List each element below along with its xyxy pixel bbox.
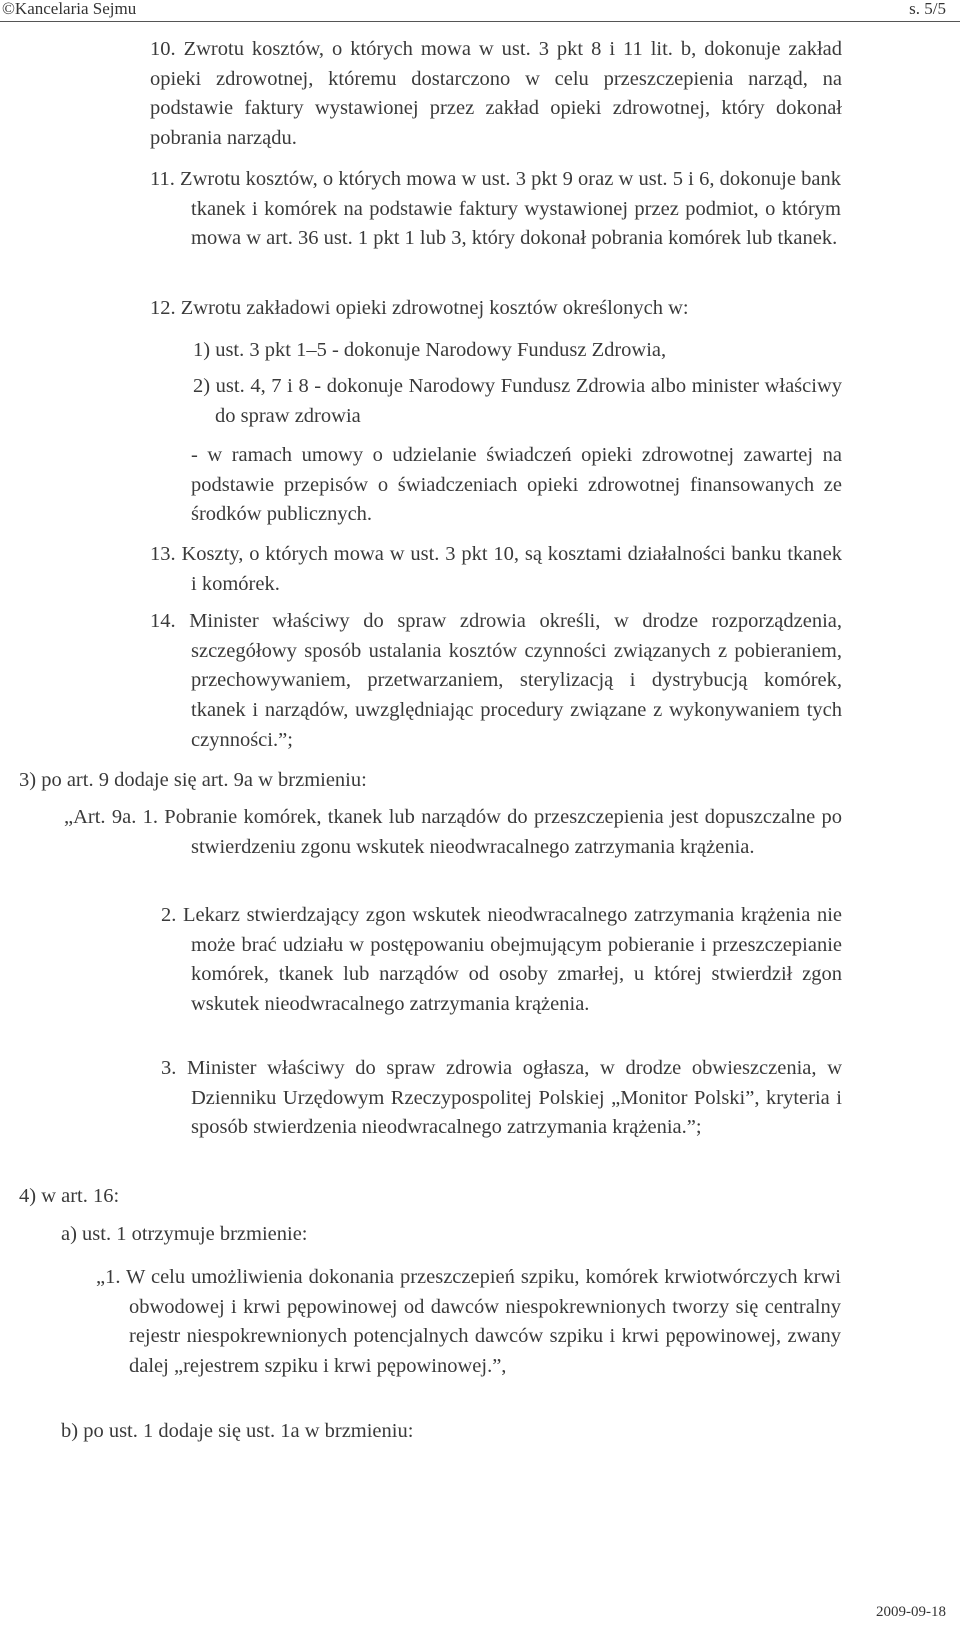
article-16-ust-1: „1. W celu umożliwienia dokonania przeszczepień szpiku, komórek krwiotwórczych krwi obwodowej i krwi pępowinowej od dawców niespokrewnionych tworzy się centralny rejestr niespokrewnionych potencjalnych dawców szpiku i krwi pępowinowej, zwany dalej „rejestrem szpiku i krwi pępowinowej.”, [96,1266,841,1378]
amendment-point-4: 4) w art. 16: [19,1185,120,1207]
amendment-point-3: 3) po art. 9 dodaje się art. 9a w brzmieniu: [19,769,367,791]
amendment-point-4a: a) ust. 1 otrzymuje brzmienie: [61,1223,308,1245]
paragraph-ust-12-item-2: 2) ust. 4, 7 i 8 - dokonuje Narodowy Fundusz Zdrowia albo minister właściwy do spraw zdrowia [193,375,842,427]
article-9a-ust-1: „Art. 9a. 1. Pobranie komórek, tkanek lub narządów do przeszczepienia jest dopuszczalne po stwierdzeniu zgonu wskutek nieodwracalnego zatrzymania krążenia. [64,806,842,858]
header-divider [0,21,960,22]
article-9a-ust-3: 3. Minister właściwy do spraw zdrowia ogłasza, w drodze obwieszczenia, w Dzienniku Urzędowym Rzeczypospolitej Polskiej „Monitor Polski”, kryteria i sposób stwierdzenia nieodwracalnego zatrzymania krążenia.”; [161,1057,842,1139]
article-9a-ust-2: 2. Lekarz stwierdzający zgon wskutek nieodwracalnego zatrzymania krążenia nie może brać udziału w postępowaniu obejmującym pobieranie i przeszczepianie komórek, tkanek lub narządów od osoby zmarłej, u której stwierdził zgon wskutek nieodwracalnego zatrzymania krążenia. [161,904,842,1016]
paragraph-ust-13: 13. Koszty, o których mowa w ust. 3 pkt 10, są kosztami działalności banku tkanek i komórek. [150,543,842,595]
paragraph-ust-11: 11. Zwrotu kosztów, o których mowa w ust. 3 pkt 9 oraz w ust. 5 i 6, dokonuje bank tkanek i komórek na podstawie faktury wystawionej przez podmiot, o którym mowa w art. 36 ust. 1 pkt 1 lub 3, który dokonał pobrania komórek lub tkanek. [150,168,841,250]
paragraph-ust-10: 10. Zwrotu kosztów, o których mowa w ust. 3 pkt 8 i 11 lit. b, dokonuje zakład opieki zdrowotnej, któremu dostarczono w celu przeszczepienia narząd, na podstawie faktury wystawionej przez zakład opieki zdrowotnej, który dokonał pobrania narządu. [150,38,842,150]
page-number: s. 5/5 [909,0,946,18]
amendment-point-4b: b) po ust. 1 dodaje się ust. 1a w brzmieniu: [61,1420,414,1442]
paragraph-ust-12-item-1: 1) ust. 3 pkt 1–5 - dokonuje Narodowy Fundusz Zdrowia, [193,339,667,361]
paragraph-ust-12: 12. Zwrotu zakładowi opieki zdrowotnej kosztów określonych w: [150,297,689,319]
copyright-label: ©Kancelaria Sejmu [2,0,137,18]
paragraph-ust-12-tail: - w ramach umowy o udzielanie świadczeń opieki zdrowotnej zawartej na podstawie przepisów o świadczeniach opieki zdrowotnej finansowanych ze środków publicznych. [191,444,842,526]
paragraph-ust-14: 14. Minister właściwy do spraw zdrowia określi, w drodze rozporządzenia, szczegółowy sposób ustalania kosztów czynności związanych z pobieraniem, przechowywaniem, przetwarzaniem, sterylizacją i dystrybucją komórek, tkanek i narządów, uwzględniając procedury związane z wykonywaniem tych czynności.”; [150,610,842,751]
footer-date: 2009-09-18 [876,1604,946,1620]
